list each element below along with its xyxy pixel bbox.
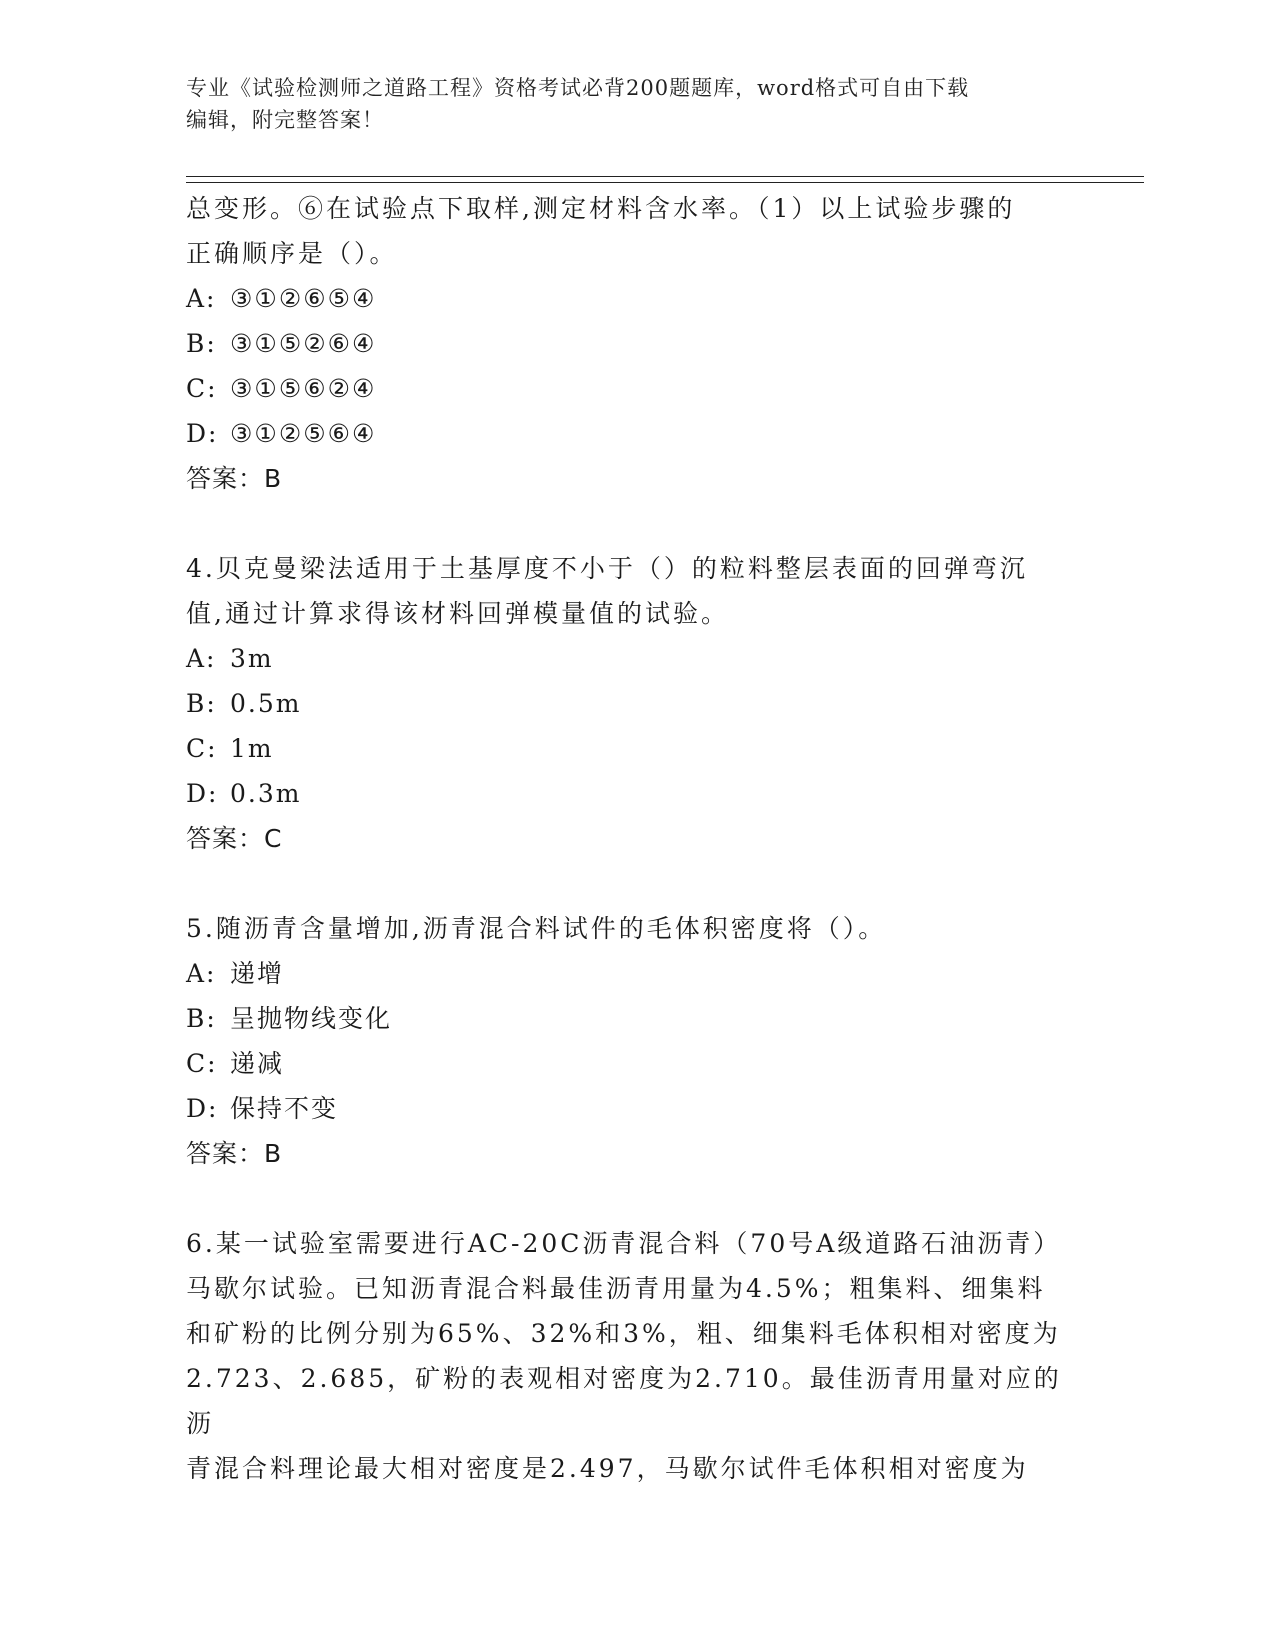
answer-option bbox=[186, 726, 1086, 771]
answer-option bbox=[186, 996, 1086, 1041]
block-spacer bbox=[186, 1176, 1086, 1221]
question-text-line: 4.贝克曼梁法适用于土基厚度不小于（）的粒料整层表面的回弹弯沉 bbox=[186, 554, 1028, 583]
option-letter: B: bbox=[186, 1004, 217, 1033]
question-text-line: 总变形。⑥在试验点下取样,测定材料含水率。（1）以上试验步骤的 bbox=[186, 194, 1016, 223]
answer-option bbox=[186, 951, 1086, 996]
answer-option bbox=[186, 681, 1086, 726]
option-letter: D: bbox=[186, 779, 219, 808]
header-divider-bottom bbox=[186, 182, 1144, 183]
option-letter: A: bbox=[186, 284, 217, 313]
option-text: 1m bbox=[230, 734, 274, 763]
option-letter: C: bbox=[186, 1049, 218, 1078]
option-text: 保持不变 bbox=[230, 1094, 339, 1123]
option-letter: B: bbox=[186, 689, 217, 718]
answer-key: 答案：B bbox=[186, 464, 283, 493]
header-line-1: 专业《试验检测师之道路工程》资格考试必背200题题库，word格式可自由下载 bbox=[186, 76, 970, 100]
answer-key: 答案：B bbox=[186, 1139, 283, 1168]
block-spacer bbox=[186, 501, 1086, 546]
option-text: ③①②⑤⑥④ bbox=[230, 419, 377, 448]
option-text: 递增 bbox=[230, 959, 285, 988]
answer-option bbox=[186, 636, 1086, 681]
answer-option bbox=[186, 771, 1086, 816]
option-letter: D: bbox=[186, 1094, 219, 1123]
question-text-line: 2.723、2.685，矿粉的表观相对密度为2.710。最佳沥青用量对应的沥 bbox=[186, 1364, 1062, 1438]
question-text-line: 马歇尔试验。已知沥青混合料最佳沥青用量为4.5%；粗集料、细集料 bbox=[186, 1274, 1046, 1303]
question-text-line: 值,通过计算求得该材料回弹模量值的试验。 bbox=[186, 599, 729, 628]
option-text: ③①⑤⑥②④ bbox=[230, 374, 377, 403]
answer-key: 答案：C bbox=[186, 824, 283, 853]
question-block bbox=[186, 906, 1086, 1176]
question-block bbox=[186, 546, 1086, 861]
option-text: 递减 bbox=[230, 1049, 285, 1078]
option-letter: A: bbox=[186, 959, 217, 988]
option-text: 3m bbox=[230, 644, 274, 673]
answer-option bbox=[186, 1086, 1086, 1131]
answer-option bbox=[186, 321, 1086, 366]
option-text: 呈抛物线变化 bbox=[230, 1004, 393, 1033]
option-letter: A: bbox=[186, 644, 217, 673]
option-letter: D: bbox=[186, 419, 219, 448]
header-divider-top bbox=[186, 176, 1144, 177]
block-spacer bbox=[186, 861, 1086, 906]
option-text: 0.3m bbox=[230, 779, 302, 808]
answer-option bbox=[186, 276, 1086, 321]
option-letter: C: bbox=[186, 374, 218, 403]
question-text-line: 和矿粉的比例分别为65%、32%和3%，粗、细集料毛体积相对密度为 bbox=[186, 1319, 1061, 1348]
answer-option bbox=[186, 1041, 1086, 1086]
option-text: 0.5m bbox=[230, 689, 302, 718]
question-list bbox=[186, 186, 1086, 1491]
option-letter: C: bbox=[186, 734, 218, 763]
option-letter: B: bbox=[186, 329, 217, 358]
question-text-line: 青混合料理论最大相对密度是2.497，马歇尔试件毛体积相对密度为 bbox=[186, 1454, 1029, 1483]
option-text: ③①⑤②⑥④ bbox=[230, 329, 377, 358]
header-line-2: 编辑，附完整答案！ bbox=[186, 108, 384, 132]
answer-option bbox=[186, 411, 1086, 456]
question-text-line: 正确顺序是（）。 bbox=[186, 239, 398, 268]
question-text-line: 5.随沥青含量增加,沥青混合料试件的毛体积密度将（）。 bbox=[186, 914, 887, 943]
answer-option bbox=[186, 366, 1086, 411]
question-block bbox=[186, 1221, 1086, 1491]
option-text: ③①②⑥⑤④ bbox=[230, 284, 377, 313]
question-text-line: 6.某一试验室需要进行AC-20C沥青混合料（70号A级道路石油沥青） bbox=[186, 1229, 1062, 1258]
question-block bbox=[186, 186, 1086, 501]
document-header bbox=[186, 72, 1086, 136]
